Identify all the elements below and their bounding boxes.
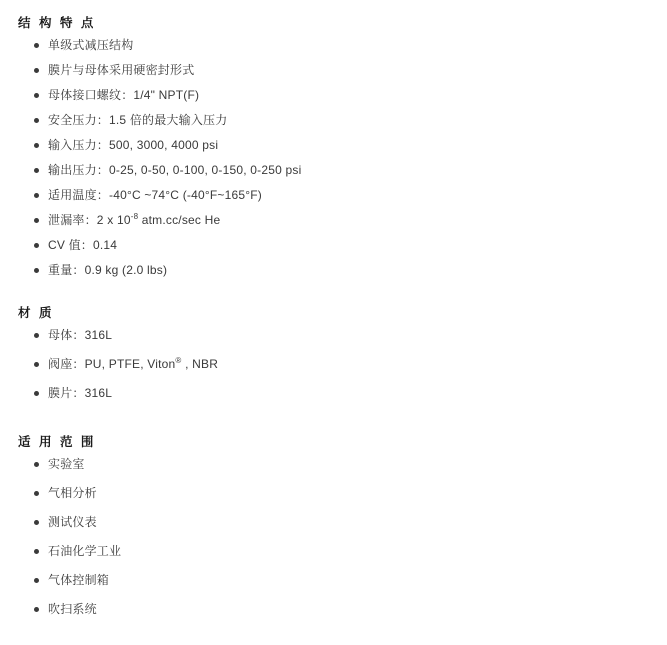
list-item-text: 气体控制箱 — [48, 573, 110, 587]
section-materials — [14, 304, 653, 401]
list-item — [14, 138, 653, 153]
section-title-applications: 适 用 范 围 — [18, 435, 96, 449]
list-item-superscript: -8 — [130, 212, 139, 221]
list-item — [14, 163, 653, 178]
bullet-icon — [34, 362, 39, 367]
list-item — [14, 602, 653, 617]
bullet-icon — [34, 491, 39, 496]
list-item-text-post: , NBR — [181, 357, 219, 371]
material-list — [14, 328, 653, 401]
registered-trademark-icon: ® — [175, 356, 182, 365]
bullet-icon — [34, 193, 39, 198]
list-item — [14, 238, 653, 253]
list-item-text: 输入压力：500, 3000, 4000 psi — [48, 138, 219, 152]
section-features — [14, 14, 653, 278]
list-item-text-post: atm.cc/sec He — [138, 213, 221, 227]
list-item — [14, 38, 653, 53]
list-item — [14, 263, 653, 278]
bullet-icon — [34, 143, 39, 148]
bullet-icon — [34, 333, 39, 338]
list-item-text: CV 值：0.14 — [48, 238, 118, 252]
list-item-text: 单级式减压结构 — [48, 38, 134, 52]
list-item-text: 膜片：316L — [48, 386, 113, 400]
bullet-icon — [34, 93, 39, 98]
bullet-icon — [34, 218, 39, 223]
bullet-icon — [34, 462, 39, 467]
bullet-icon — [34, 268, 39, 273]
bullet-icon — [34, 578, 39, 583]
bullet-icon — [34, 520, 39, 525]
list-item-text: 测试仪表 — [48, 515, 97, 529]
section-applications — [14, 433, 653, 617]
list-item — [14, 573, 653, 588]
list-item-text: 母体：316L — [48, 328, 113, 342]
list-item — [14, 213, 653, 228]
bullet-icon — [34, 549, 39, 554]
list-item-text: 膜片与母体采用硬密封形式 — [48, 63, 195, 77]
list-item — [14, 328, 653, 343]
feature-list — [14, 38, 653, 278]
section-title-features: 结 构 特 点 — [18, 16, 96, 30]
list-item-text-pre: 泄漏率：2 x 10 — [48, 213, 131, 227]
list-item-text: 母体接口螺纹：1/4" NPT(F) — [48, 88, 200, 102]
section-gap — [14, 288, 653, 304]
bullet-icon — [34, 68, 39, 73]
list-item-text: 安全压力：1.5 倍的最大输入压力 — [48, 113, 228, 127]
list-item — [14, 88, 653, 103]
list-item-text: 适用温度：-40°C ~74°C (-40°F~165°F) — [48, 188, 262, 202]
bullet-icon — [34, 118, 39, 123]
list-item-text-pre: 阀座：PU, PTFE, Viton — [48, 357, 176, 371]
bullet-icon — [34, 391, 39, 396]
bullet-icon — [34, 607, 39, 612]
bullet-icon — [34, 43, 39, 48]
list-item — [14, 188, 653, 203]
bullet-icon — [34, 168, 39, 173]
list-item — [14, 544, 653, 559]
list-item-text: 重量：0.9 kg (2.0 lbs) — [48, 263, 168, 277]
section-gap — [14, 415, 653, 433]
list-item — [14, 486, 653, 501]
list-item-text: 实验室 — [48, 457, 85, 471]
list-item — [14, 357, 653, 372]
section-title-materials: 材 质 — [18, 306, 54, 320]
list-item-text: 气相分析 — [48, 486, 97, 500]
list-item-text: 吹扫系统 — [48, 602, 97, 616]
list-item-text: 输出压力：0-25, 0-50, 0-100, 0-150, 0-250 psi — [48, 163, 302, 177]
list-item — [14, 386, 653, 401]
application-list — [14, 457, 653, 617]
list-item — [14, 457, 653, 472]
list-item — [14, 515, 653, 530]
list-item-text: 石油化学工业 — [48, 544, 122, 558]
list-item — [14, 113, 653, 128]
bullet-icon — [34, 243, 39, 248]
list-item — [14, 63, 653, 78]
